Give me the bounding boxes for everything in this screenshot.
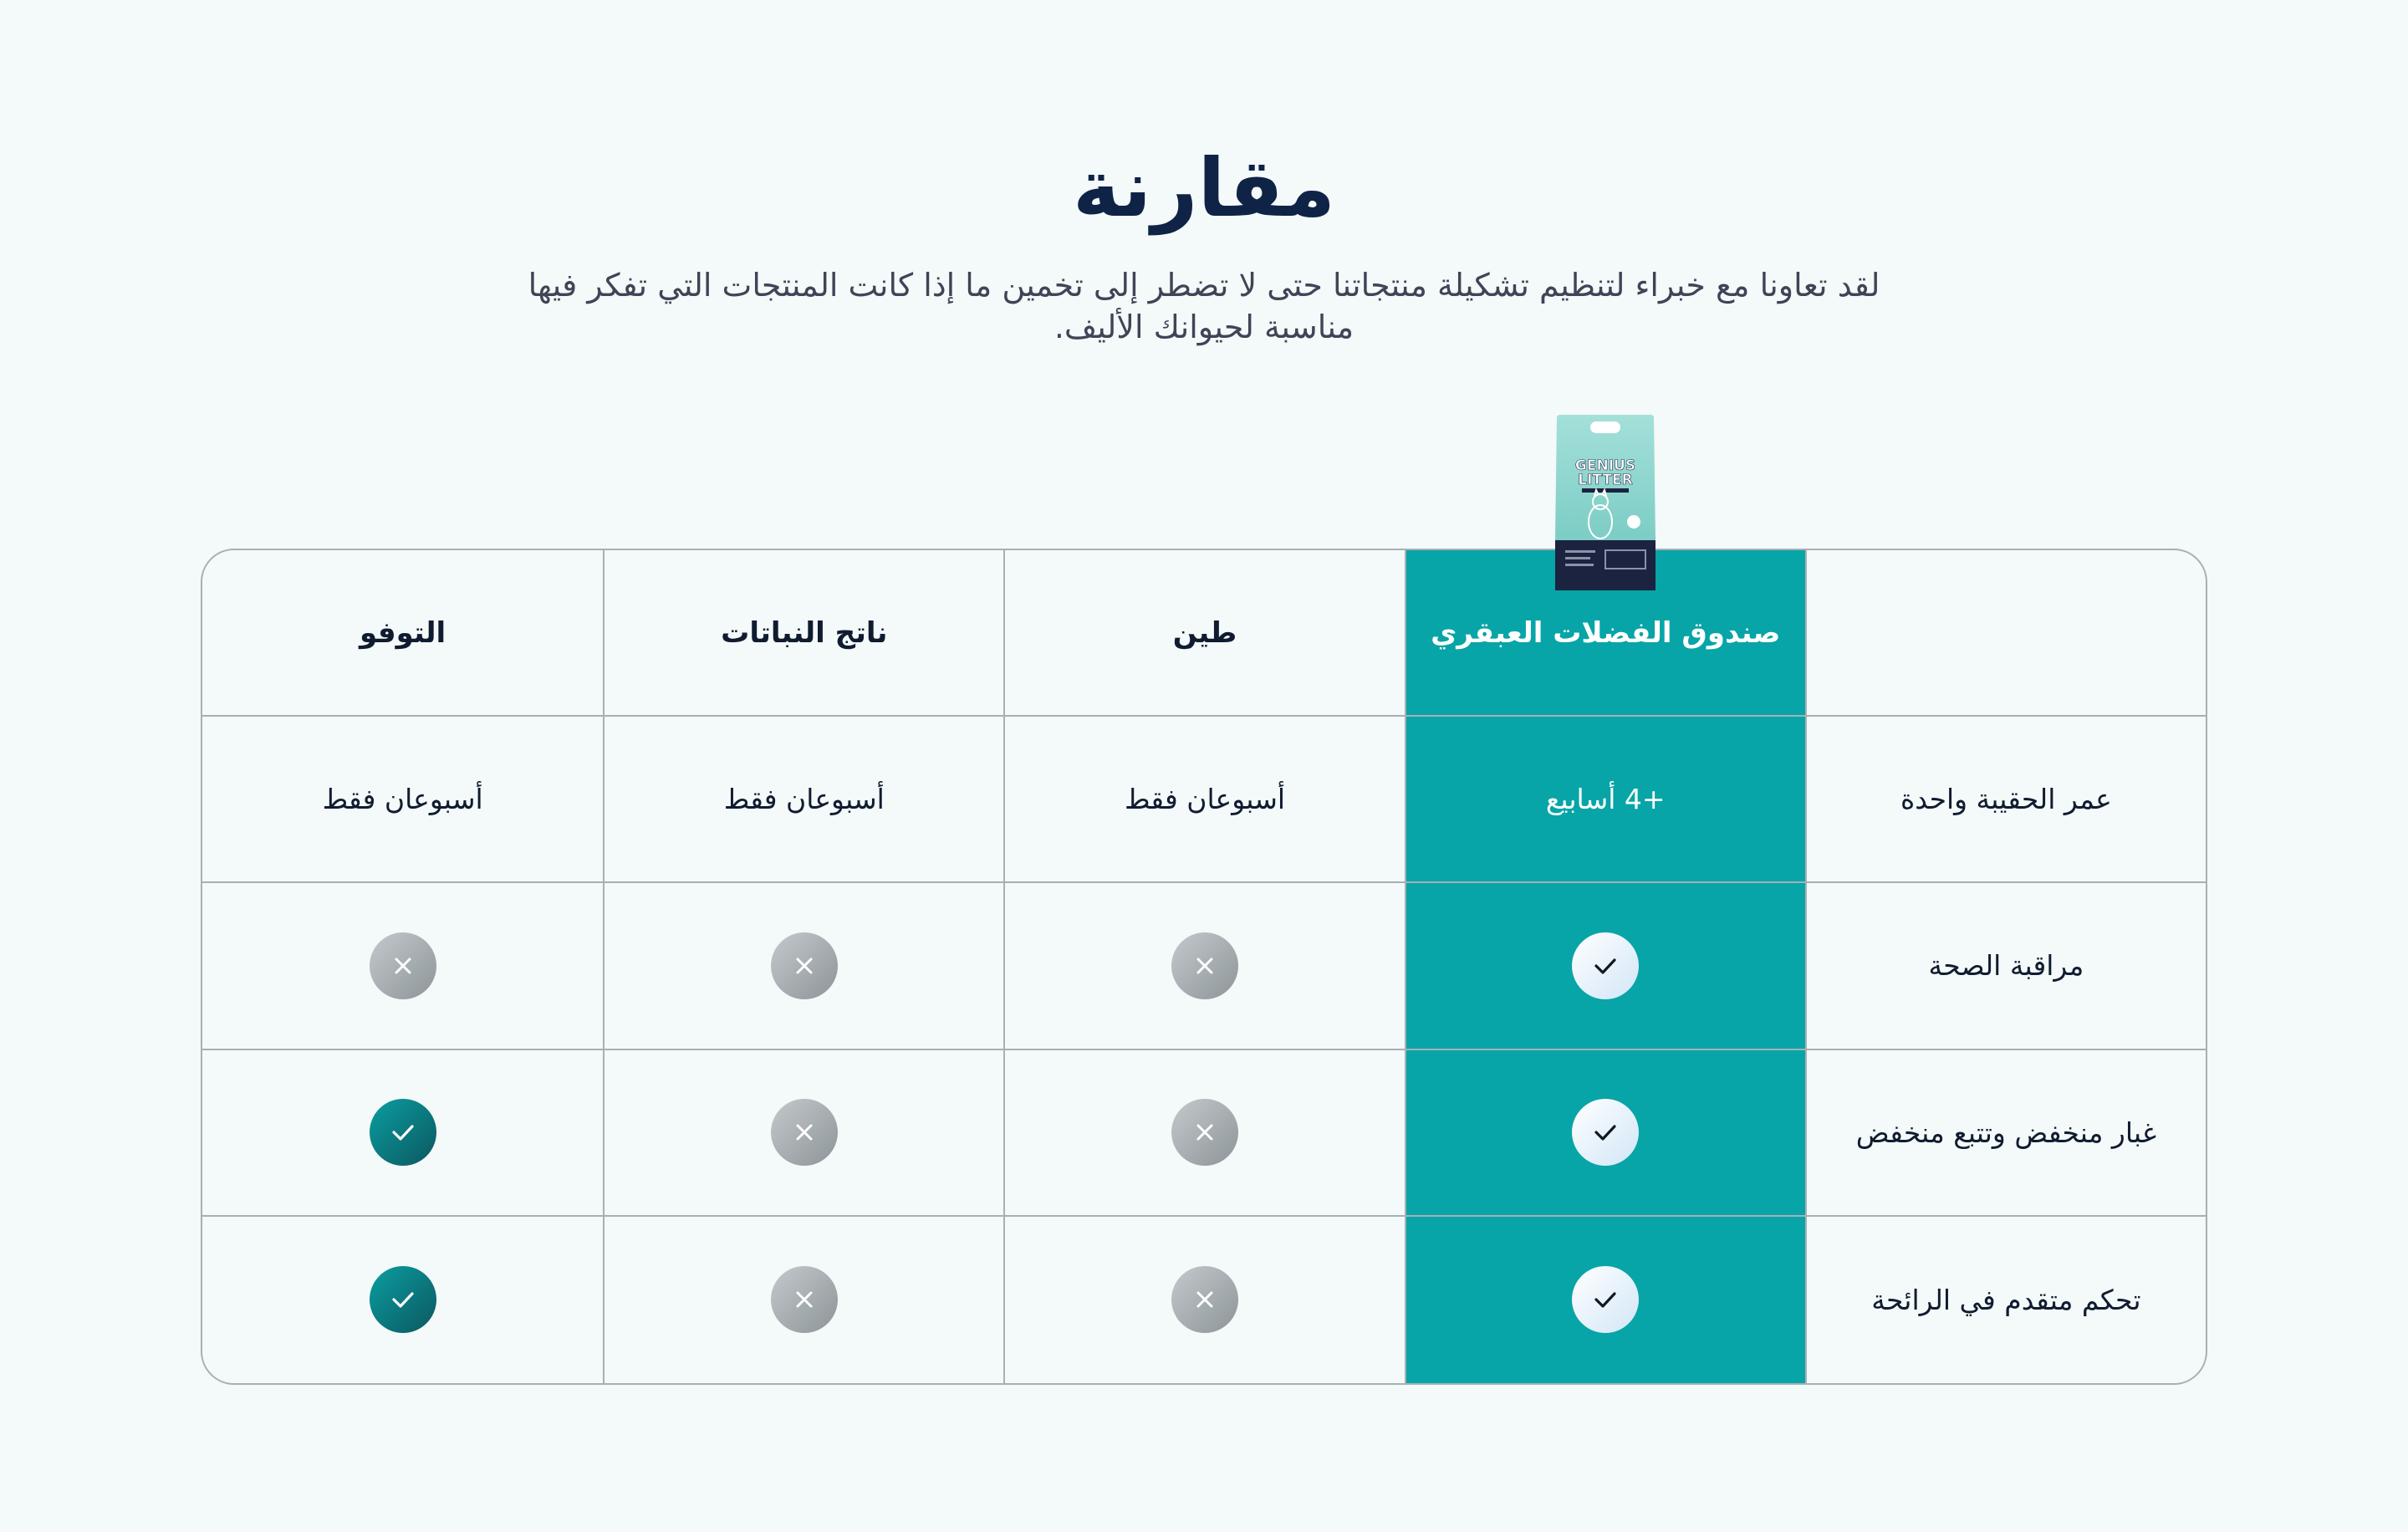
x-icon — [771, 1266, 838, 1333]
x-icon — [771, 1099, 838, 1166]
genius-low-dust — [1405, 1050, 1805, 1217]
feature-label-odor-control: تحكم متقدم في الرائحة — [1805, 1217, 2206, 1383]
tofu-low-dust — [202, 1050, 603, 1217]
check-icon — [1572, 932, 1639, 999]
clay-bag-life: أسبوعان فقط — [1003, 717, 1404, 883]
plant-bag-life: أسبوعان فقط — [603, 717, 1003, 883]
check-icon — [370, 1266, 436, 1333]
genius-odor-control — [1405, 1217, 1805, 1383]
bag-brand-line2: LITTER — [1578, 472, 1633, 488]
check-icon — [1572, 1099, 1639, 1166]
x-icon — [771, 932, 838, 999]
clay-health-monitoring — [1003, 883, 1404, 1049]
check-icon — [1572, 1266, 1639, 1333]
column-header-tofu: التوفو — [202, 550, 603, 717]
x-icon — [1171, 1266, 1238, 1333]
genius-health-monitoring — [1405, 883, 1805, 1049]
x-icon — [1171, 932, 1238, 999]
x-icon — [1171, 1099, 1238, 1166]
plant-odor-control — [603, 1217, 1003, 1383]
bag-brand-line1: GENIUS — [1574, 457, 1636, 474]
comparison-table — [201, 549, 2207, 1385]
tofu-odor-control — [202, 1217, 603, 1383]
clay-low-dust — [1003, 1050, 1404, 1217]
check-icon — [370, 1099, 436, 1166]
clay-odor-control — [1003, 1217, 1404, 1383]
plant-health-monitoring — [603, 883, 1003, 1049]
page-subtitle: لقد تعاونا مع خبراء لتنظيم تشكيلة منتجاتنا حتى لا تضطر إلى تخمين ما إذا كانت المنتجات التي تفكر فيها مناسبة لحيوانك الأليف. — [528, 267, 1880, 345]
genius-bag-life: +4 أسابيع — [1405, 717, 1805, 883]
plant-low-dust — [603, 1050, 1003, 1217]
column-header-plant: ناتج النباتات — [603, 550, 1003, 717]
column-header-clay: طين — [1003, 550, 1404, 717]
feature-label-low-dust: غبار منخفض وتتبع منخفض — [1805, 1050, 2206, 1217]
column-header-genius: صندوق الفضلات العبقري — [1405, 550, 1805, 717]
genius-litter-bag-image — [1553, 415, 1657, 590]
page-title: مقارنة — [1072, 141, 1336, 235]
feature-label-health-monitoring: مراقبة الصحة — [1805, 883, 2206, 1049]
feature-label-bag-life: عمر الحقيبة واحدة — [1805, 717, 2206, 883]
x-icon — [370, 932, 436, 999]
tofu-health-monitoring — [202, 883, 603, 1049]
feature-header-cell — [1805, 550, 2206, 717]
tofu-bag-life: أسبوعان فقط — [202, 717, 603, 883]
